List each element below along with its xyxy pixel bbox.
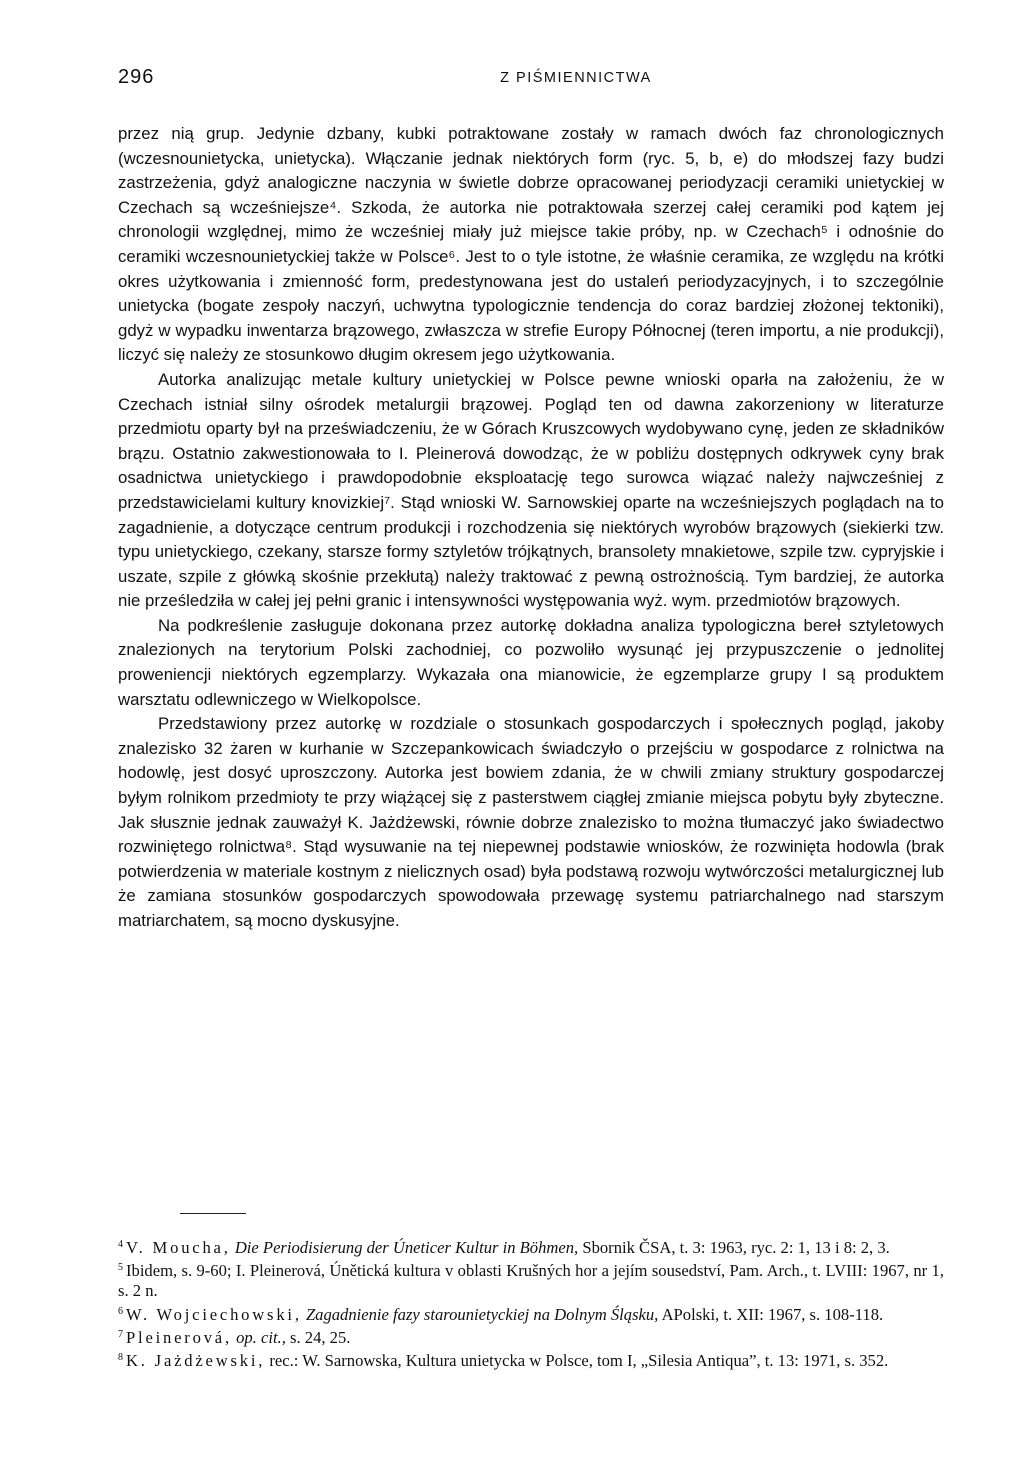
- footnote-author: Pleinerová,: [126, 1327, 232, 1347]
- footnote-title: Die Periodisierung der Úneticer Kultur in Böhmen,: [234, 1238, 579, 1257]
- footnote-rest: APolski, t. XII: 1967, s. 108-118.: [661, 1304, 884, 1324]
- paragraph-4: Przedstawiony przez autorkę w rozdziale o stosunkach gospodarczych i społecznych pogląd, jakoby znalezisko 32 żaren w kurhanie w Szczepankowicach świadczyło o przejściu w gospodarce z rolnictwa na hodowlę, jest dosyć uproszczony. Autorka jest bowiem zdania, że w chwili zmiany struktury gospodarczej byłym rolnikom przedmioty te przy wiążącej się z pasterstwem ciągłej zmianie miejsca pobytu były zbyteczne. Jak słusznie jednak zauważył K. Jażdżewski, równie dobrze znalezisko to można tłumaczyć jako świadectwo rozwiniętego rolnictwa⁸. Stąd wysuwanie na tej niepewnej podstawie wniosków, że rozwinięta hodowla (brak potwierdzenia w materiale kostnym z nielicznych osad) była podstawą rozwoju wytwórczości metalurgicznej lub że zamiana stosunków gospodarczych spowodowała przewagę systemu patriarchalnego nad starszym matriarchatem, są mocno dyskusyjne.: [118, 714, 944, 930]
- footnotes: [118, 1235, 944, 1371]
- main-text: [118, 122, 944, 934]
- footnote-7: [118, 1325, 944, 1348]
- page-number: 296: [118, 66, 155, 88]
- footnote-author: K. Jażdżewski,: [126, 1351, 266, 1371]
- page-header: [118, 66, 944, 96]
- footnote-rest: s. 24, 25.: [290, 1327, 351, 1347]
- footnote-6: [118, 1302, 944, 1325]
- footnote-number: 7: [118, 1328, 123, 1340]
- footnote-rest: Ibidem, s. 9-60; I. Pleinerová, Únětická kultura v oblasti Krušných hor a jejím sousedství, Pam. Arch., t. LVIII: 1967, nr 1, s. 2 n.: [118, 1261, 944, 1301]
- footnote-number: 8: [118, 1352, 123, 1364]
- footnote-title: op. cit.,: [236, 1327, 286, 1347]
- footnote-divider: [180, 1213, 246, 1214]
- footnote-number: 6: [118, 1305, 123, 1317]
- footnote-5: [118, 1258, 944, 1301]
- running-title: Z PIŚMIENNICTWA: [500, 70, 652, 86]
- paragraph-2: Autorka analizując metale kultury unietyckiej w Polsce pewne wnioski oparła na założeniu, że w Czechach istniał silny ośrodek metalurgii brązowej. Pogląd ten od dawna zakorzeniony w literaturze przedmiotu oparty był na przeświadczeniu, że w Górach Kruszcowych wydobywano cynę, jeden ze składników brązu. Ostatnio zakwestionowała to I. Pleinerová dowodząc, że w pobliżu dostępnych odkrywek cyny brak osadnictwa unietyckiego i prawdopodobnie eksploatację tego surowca wiązać należy najwcześniej z przedstawicielami kultury knovizkiej⁷. Stąd wnioski W. Sarnowskiej oparte na wcześniejszych poglądach na to zagadnienie, a dotyczące centrum produkcji i rozchodzenia się niektórych wyrobów brązowych (siekierki tzw. typu unietyckiego, czekany, starsze formy sztyletów trójkątnych, bransolety mnakietowe, szpile tzw. cypryjskie i uszate, szpile z główką skośnie przekłutą) należy traktować z pewną ostrożnością. Tym bardziej, że autorka nie prześledziła w całej jej pełni granic i intensywności występowania wyż. wym. przedmiotów brązowych.: [118, 369, 944, 611]
- footnote-rest: rec.: W. Sarnowska, Kultura unietycka w Polsce, tom I, „Silesia Antiqua”, t. 13: 1971, s. 352.: [269, 1351, 889, 1371]
- paragraph-1: przez nią grup. Jedynie dzbany, kubki potraktowane zostały w ramach dwóch faz chronologicznych (wczesnounietycka, unietycka). Włączanie jednak niektórych form (ryc. 5, b, e) do młodszej fazy budzi zastrzeżenia, gdyż analogiczne naczynia w świetle dobrze opracowanej periodyzacji ceramiki unietyckiej w Czechach są wcześniejsze⁴. Szkoda, że autorka nie potraktowała szerzej całej ceramiki pod kątem jej chronologii względnej, mimo że wcześniej miały już miejsce takie próby, np. w Czechach⁵ i odnośnie do ceramiki wczesnounietyckiej także w Polsce⁶. Jest to o tyle istotne, że właśnie ceramika, ze względu na krótki okres użytkowania i zmienność form, predestynowana jest do ustaleń periodyzacyjnych, i to szczególnie unietycka (bogate zespoły naczyń, uchwytna typologicznie tendencja do coraz bardziej złożonej tektoniki), gdyż w wypadku inwentarza brązowego, zwłaszcza w strefie Europy Północnej (teren importu, a nie produkcji), liczyć się należy ze stosunkowo długim okresem jego użytkowania.: [118, 124, 944, 365]
- footnote-title: Zagadnienie fazy starounietyckiej na Dolnym Śląsku,: [305, 1304, 659, 1324]
- footnote-author: V. Moucha,: [126, 1238, 231, 1257]
- footnote-number: 4: [118, 1239, 123, 1250]
- footnote-rest: Sbornik ČSA, t. 3: 1963, ryc. 2: 1, 13 i 8: 2, 3.: [582, 1238, 890, 1257]
- footnote-number: 5: [118, 1262, 123, 1274]
- footnote-8: [118, 1348, 944, 1371]
- paragraph-3: Na podkreślenie zasługuje dokonana przez autorkę dokładna analiza typologiczna bereł sztyletowych znalezionych na terytorium Polski zachodniej, co pozwoliło wysunąć jej przypuszczenie o jednolitej proweniencji niektórych egzemplarzy. Wykazała ona mianowicie, że egzemplarze grupy I są produktem warsztatu odlewniczego w Wielkopolsce.: [118, 615, 944, 709]
- footnote-4: [118, 1235, 944, 1258]
- footnote-author: W. Wojciechowski,: [126, 1304, 302, 1324]
